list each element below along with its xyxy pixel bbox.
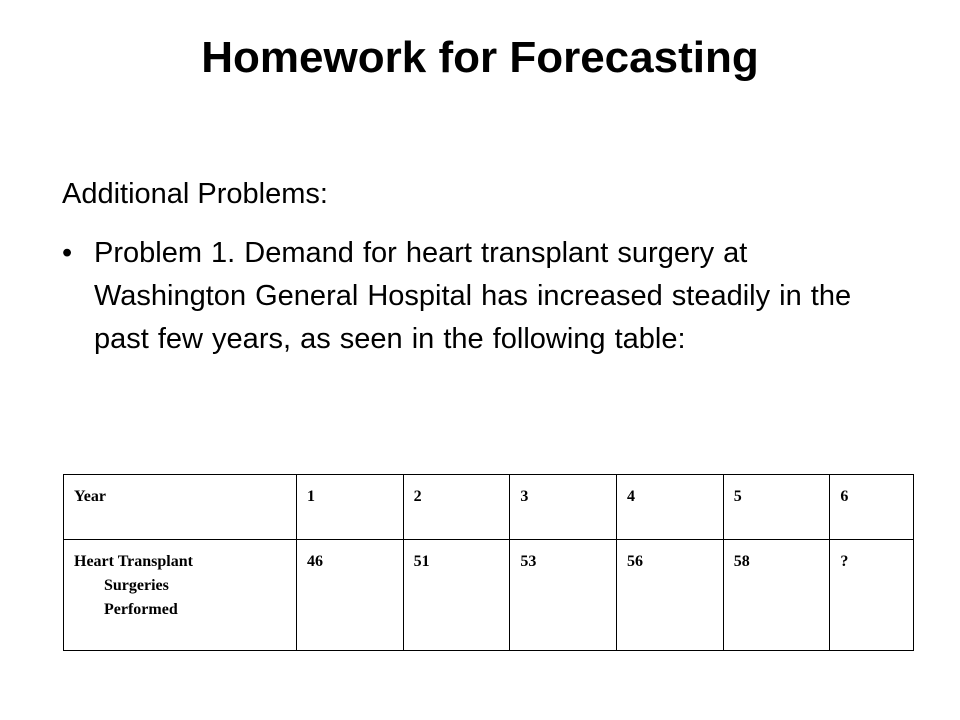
table-row-surgeries — [64, 540, 914, 651]
row-label-surgeries — [64, 540, 297, 651]
year-cell-5: 5 — [723, 475, 830, 540]
demand-table — [63, 474, 914, 651]
bullet-icon: • — [62, 237, 73, 269]
surgeries-cell-1: 46 — [297, 540, 404, 651]
table-row-year — [64, 475, 914, 540]
bullet-text: Problem 1. Demand for heart transplant surgery at Washington General Hospital has increased steadily in the past few years, as seen in the following table: — [94, 237, 852, 355]
year-cell-2: 2 — [403, 475, 510, 540]
row-label-line-3: Performed — [104, 601, 178, 618]
surgeries-cell-5: 58 — [723, 540, 830, 651]
surgeries-cell-6: ? — [830, 540, 914, 651]
row-label-line-2: Surgeries — [104, 577, 169, 594]
year-cell-1: 1 — [297, 475, 404, 540]
surgeries-cell-2: 51 — [403, 540, 510, 651]
surgeries-cell-3: 53 — [510, 540, 617, 651]
bullet-list — [62, 232, 902, 361]
subheading: Additional Problems: — [62, 178, 328, 210]
bullet-item-problem-1 — [62, 232, 902, 361]
year-cell-6: 6 — [830, 475, 914, 540]
row-label-line-1: Heart Transplant — [74, 553, 193, 570]
row-label-year: Year — [64, 475, 297, 540]
slide-title: Homework for Forecasting — [201, 33, 759, 82]
year-cell-3: 3 — [510, 475, 617, 540]
year-cell-4: 4 — [617, 475, 724, 540]
surgeries-cell-4: 56 — [617, 540, 724, 651]
